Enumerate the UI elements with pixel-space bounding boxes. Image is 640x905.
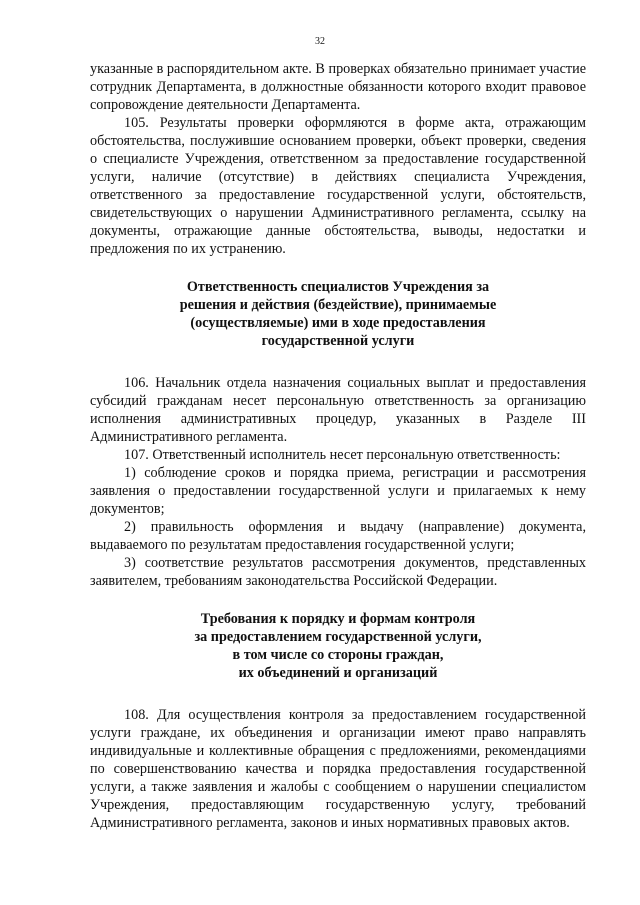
paragraph-107: 107. Ответственный исполнитель несет персональную ответственность:: [124, 447, 561, 463]
heading-line: (осуществляемые) ими в ходе предоставления: [190, 315, 486, 331]
heading-line: Ответственность специалистов Учреждения за: [186, 279, 490, 295]
heading-line: Требования к порядку и формам контроля: [200, 611, 476, 627]
paragraph-106: 106. Начальник отдела назначения социальных выплат и предоставления субсидий гражданам несет персональную ответственность за организацию исполнения административных процедур, указанных в Разделе III Административного регламента.: [90, 375, 586, 445]
heading-line: государственной услуги: [261, 333, 415, 349]
paragraph-107-item-3: 3) соответствие результатов рассмотрения документов, представленных заявителем, требованиям законодательства Российской Федерации.: [90, 555, 586, 589]
page-number: 32: [315, 36, 325, 47]
paragraph-108: 108. Для осуществления контроля за предоставлением государственной услуги граждане, их объединения и организации имеют право направлять индивидуальные и коллективные обращения с предложениями, рекомендациями по совершенствованию качества и порядка предоставления государственной услуги, а также заявления и жалобы с сообщением о нарушении специалистом Учреждения, предоставляющим государственную услугу, требований Административного регламента, законов и иных нормативных правовых актов.: [90, 707, 586, 831]
paragraph-107-item-2: 2) правильность оформления и выдачу (направление) документа, выдаваемого по результатам предоставления государственной услуги;: [90, 519, 586, 553]
section-heading-control: [90, 610, 586, 682]
heading-line: их объединений и организаций: [238, 665, 438, 681]
document-body: [90, 60, 586, 832]
paragraph-105: 105. Результаты проверки оформляются в форме акта, отражающим обстоятельства, послужившие основанием проверки, объект проверки, сведения о специалисте Учреждения, ответственном за предоставление государственной услуги, наличие (отсутствие) в действиях специалиста Учреждения, ответственного за предоставление государственной услуги, обстоятельств, свидетельствующих о нарушении Административного регламента, ссылку на документы, отражающие данные обстоятельства, выводы, недостатки и предложения по их устранению.: [90, 115, 586, 257]
paragraph-continuation: указанные в распорядительном акте. В проверках обязательно принимает участие сотрудник Департамента, в должностные обязанности которого входит правовое сопровождение деятельности Департамента.: [90, 61, 586, 113]
section-heading-responsibility: [90, 278, 586, 350]
heading-line: в том числе со стороны граждан,: [232, 647, 444, 663]
heading-line: за предоставлением государственной услуги,: [194, 629, 482, 645]
paragraph-107-item-1: 1) соблюдение сроков и порядка приема, регистрации и рассмотрения заявления о предоставлении государственной услуги и прилагаемых к нему документов;: [90, 465, 586, 517]
heading-line: решения и действия (бездействие), принимаемые: [179, 297, 497, 313]
